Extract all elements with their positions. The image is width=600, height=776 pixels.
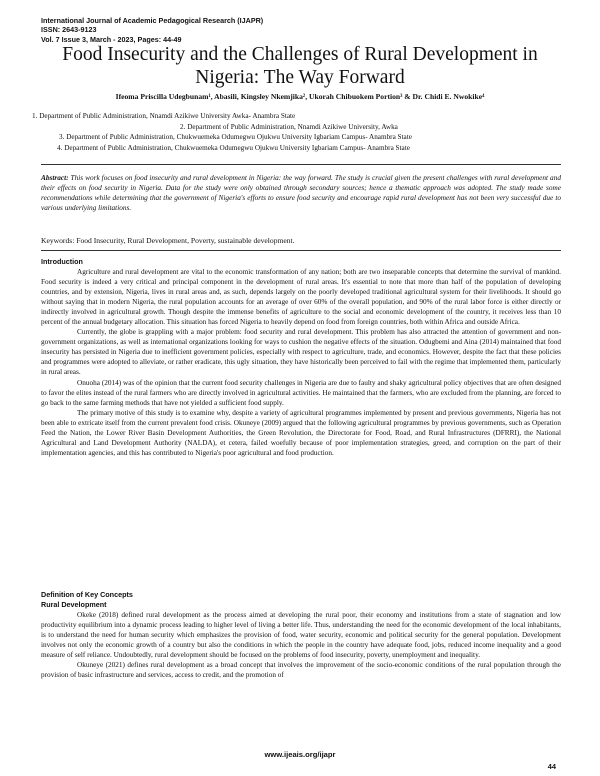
definitions-section [41,590,561,680]
journal-volume: Vol. 7 Issue 3, March - 2023, Pages: 44-49 [41,34,182,44]
introduction-section [41,257,561,458]
abstract-text: This work focuses on food insecurity and rural development in Nigeria: the way forward. The study is crucial given the present challenges with rural development and their effects on food security in Nigeria. Data for the study were only obtained through secondary sources; hence a thematic approach was adopted. The study made some recommendations while determining that the government of Nigeria's efforts to ensure food security and encourage rapid rural development has not been very successful due to various underlying limitations. [41,173,561,212]
author-list: Ifeoma Priscilla Udegbunam¹, Abasili, Kingsley Nkemjika², Ukorah Chibuokem Portion³ & Dr. Chidi E. Nwokike⁴ [115,92,485,101]
intro-paragraph: Agriculture and rural development are vital to the economic transformation of any nation; both are two inseparable concepts that determine the survival of mankind. Food security is indeed a very critical and principal component in the development of rural areas. It's essential to note that more than half of the population of developing countries, and by extension, Nigeria, lives in rural areas and, as such, depends largely on the poorly developed traditional agricultural system for their livelihoods. It should go without saying that in modern Nigeria, the rural population accounts for an average of over 60% of the overall population, and 90% of the rural labor force is either directly or indirectly involved in agricultural growth. Though despite the immense benefits of agriculture to the social and economic development of the country, it receives less than 10 percent of the annual budgetary allocation. This situation has forced Nigeria to heavily depend on food from foreign countries, both within Africa and outside Africa. [41,268,561,327]
footer-url[interactable]: www.ijeais.org/ijapr [264,750,336,759]
keywords-text: Food Insecurity, Rural Development, Poverty, sustainable development. [74,236,295,245]
journal-name: International Journal of Academic Pedagogical Research (IJAPR) [41,16,264,25]
affiliation-4: 4. Department of Public Administration, Chukwuemeka Odumegwu Ojukwu University Igbariam Campus- Anambra State [57,143,410,152]
divider-top [41,164,561,165]
affiliation-2: 2. Department of Public Administration, Nnamdi Azikiwe University, Awka [180,122,398,131]
affiliation-1: 1. Department of Public Administration, Nnamdi Azikiwe University Awka- Anambra State [32,112,296,120]
keywords-label: Keywords: [41,236,75,245]
journal-header [41,16,561,44]
abstract-label: Abstract: [41,173,69,182]
introduction-heading: Introduction [41,257,83,266]
definitions-heading: Definition of Key Concepts [41,590,133,599]
keywords [41,236,561,246]
affiliation-3: 3. Department of Public Administration, Chukwuemeka Odumegwu Ojukwu University Igbariam Campus- Anambra State [59,133,412,142]
paper-title: Food Insecurity and the Challenges of Rural Development in Nigeria: The Way Forward [62,44,538,88]
intro-paragraph: The primary motive of this study is to examine why, despite a variety of agricultural programmes implemented by present and previous governments, Nigeria has not been able to extricate itself from the current prevalent food crisis. Okuneye (2009) argued that the following agricultural programmes by previous governments, such as Operation Feed the Nation, the Lower River Basin Development Authorities, the Green Revolution, the Directorate for Food, Road, and Rural Infrastructures (DFRRI), the National Agricultural and Land Development Authority (NALDA), et cetera, failed woefully because of poor implementation strategies, greed, and corruption on the part of their implementation agencies, and this has contributed to Nigeria's poor agricultural and food production. [41,408,561,457]
intro-paragraph: Onuoha (2014) was of the opinion that the current food security challenges in Nigeria are due to faulty and shaky agricultural policy objectives that are often designed to favor the elites instead of the rural farmers who are directly involved in agricultural activities. He maintained that the farmers, who are excluded from the planning, are forced to go back to the same farming methods that have not yielded a sufficient food supply. [41,378,561,407]
definitions-paragraph: Okeke (2018) defined rural development as the process aimed at developing the rural poor, their economy and institutions from a state of stagnation and low productivity equilibrium into a dynamic process leading to higher level of living a better life. Thus, understanding the need for the economic development of the local inhabitants, is to understand the need for human security which emphasizes the provision of food, water security, economic and political security for the general population. Development involves not only the economic growth of a country but also the conditions in which the people in the country have adequate food, jobs, reduced income inequality and a good measure of self reliance. Undoubtedly, rural development should be focused on the problems of food insecurity, poverty, unemployment and inequality. [41,611,561,660]
rural-development-subheading: Rural Development [41,600,107,609]
affiliation-list [30,111,570,153]
journal-issn: ISSN: 2643-9123 [41,25,97,35]
definitions-paragraph: Okuneye (2021) defines rural development as a broad concept that involves the improvement of the socio-economic conditions of the rural population through the provision of basic infrastructure and services, access to credit, and the promotion of [41,661,561,680]
page-number: 44 [547,762,556,771]
divider-bottom [41,250,561,251]
intro-paragraph: Currently, the globe is grappling with a major problem: food security and rural development. This problem has also attracted the attention of government and non-government organizations, as well as international organizations looking for ways to cushion the negative effects of the situation. Odugbemi and Aina (2014) maintained that food insecurity has persisted in Nigeria due to inefficient government policies, especially with respect to agriculture, trade, and economics. However, despite the fact that these policies and programmes were adopted to alleviate, or rather eradicate, this ugly situation, they have historically been perceived to fail with the regime that implemented them, particularly in rural areas. [41,328,561,377]
abstract [41,173,561,213]
